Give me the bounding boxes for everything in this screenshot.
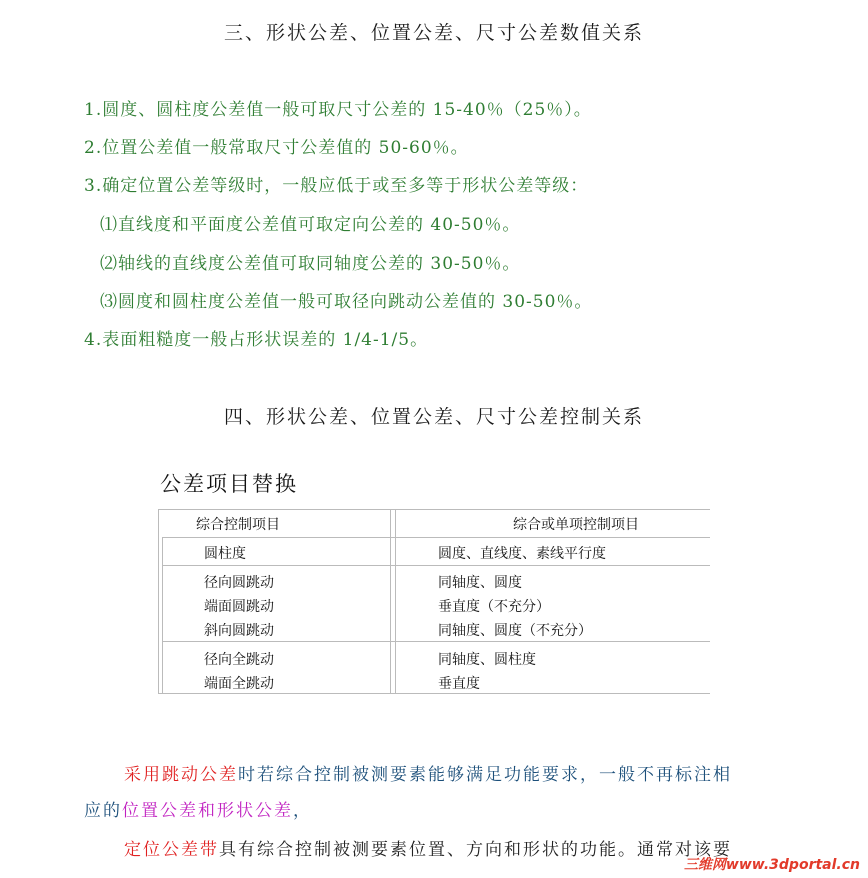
paragraph-1-line-2 [84,796,824,821]
item-3-3: ⑶圆度和圆柱度公差值一般可取径向跳动公差值的 30-50％。 [100,292,593,312]
table-divider [162,537,163,694]
table-divider [162,641,710,642]
table-border-top [158,509,710,510]
table-divider [162,537,710,538]
table-cell: 同轴度、圆度 [438,575,522,591]
site-watermark: 三维网www.3dportal.cn [683,857,860,873]
table-divider [390,509,391,694]
paragraph-text: 时若综合控制被测要素能够满足功能要求，一般不再标注相 [238,765,732,785]
item-4: 4.表面粗糙度一般占形状误差的 1/4-1/5。 [84,330,429,350]
table-divider [162,565,710,566]
item-1: 1.圆度、圆柱度公差值一般可取尺寸公差的 15-40％（25％）。 [84,100,592,120]
paragraph-text: 具有综合控制被测要素位置、方向和形状的功能。通常对该要 [219,840,732,860]
table-cell: 圆度、直线度、素线平行度 [438,546,606,562]
table-cell: 同轴度、圆柱度 [438,652,536,668]
paragraph-text: 应的 [84,801,122,821]
tolerance-table [158,509,710,695]
table-cell: 端面全跳动 [204,676,274,692]
paragraph-text: ， [293,801,312,821]
paragraph-1-line-1 [124,760,864,785]
runout-tolerance-term: 采用跳动公差 [124,765,238,785]
position-form-tolerance-term: 位置公差和形状公差 [122,801,293,821]
table-border-left [158,509,159,694]
table-cell: 垂直度（不充分） [438,599,550,615]
item-2: 2.位置公差值一般常取尺寸公差值的 50-60％。 [84,138,469,158]
item-3: 3.确定位置公差等级时，一般应低于或至多等于形状公差等级： [84,176,589,196]
table-cell: 端面圆跳动 [204,599,274,615]
table-divider [395,509,396,694]
table-title: 公差项目替换 [160,472,298,496]
table-cell: 同轴度、圆度（不充分） [438,623,592,639]
table-cell: 斜向圆跳动 [204,623,274,639]
table-cell: 径向全跳动 [204,652,274,668]
table-header-cell: 综合控制项目 [196,517,280,533]
item-3-2: ⑵轴线的直线度公差值可取同轴度公差的 30-50％。 [100,254,521,274]
table-border-bottom [158,693,710,694]
section3-title: 三、形状公差、位置公差、尺寸公差数值关系 [223,22,644,44]
position-tolerance-zone-term: 定位公差带 [124,840,219,860]
table-header-cell: 综合或单项控制项目 [513,517,639,533]
item-3-1: ⑴直线度和平面度公差值可取定向公差的 40-50％。 [100,215,521,235]
section4-title: 四、形状公差、位置公差、尺寸公差控制关系 [223,406,644,428]
table-cell: 垂直度 [438,676,480,692]
table-cell: 圆柱度 [204,546,246,562]
table-cell: 径向圆跳动 [204,575,274,591]
